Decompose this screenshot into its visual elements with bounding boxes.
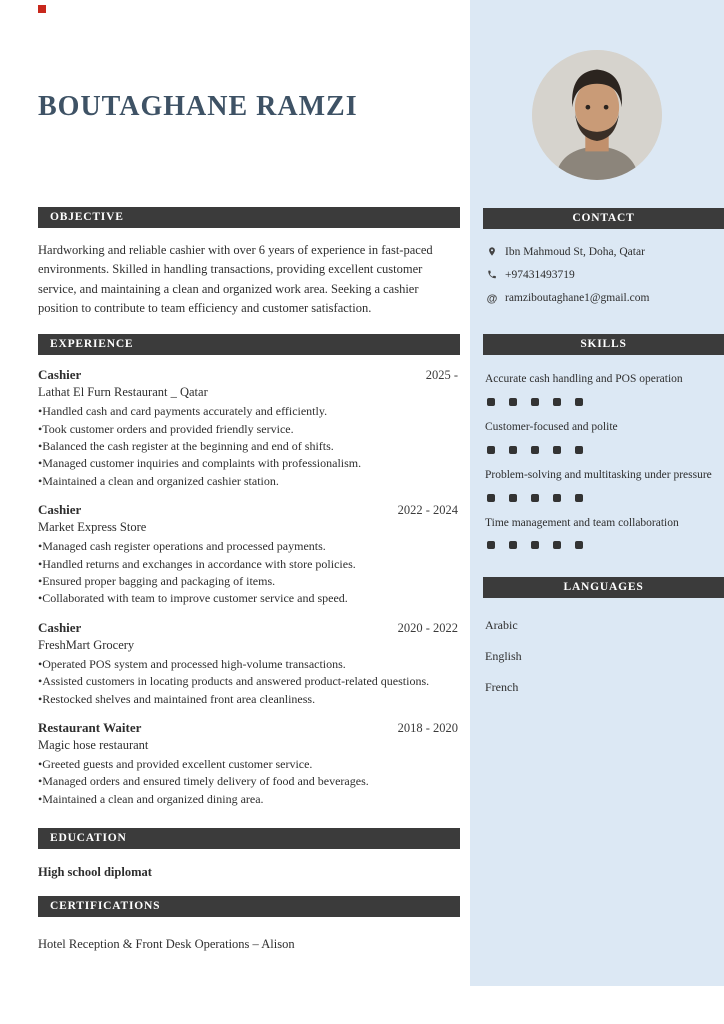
job-bullet: •Handled returns and exchanges in accordance with store policies. (38, 556, 356, 571)
profile-photo (532, 50, 662, 180)
contact-item-phone (485, 268, 714, 283)
job-role: Cashier (38, 502, 82, 518)
skills-section-title: SKILLS (580, 338, 627, 351)
rating-dot (575, 541, 583, 549)
job-bullet: •Ensured proper bagging and packaging of items. (38, 574, 276, 589)
job-header (38, 720, 460, 736)
rating-dot (531, 494, 539, 502)
objective-section-title: OBJECTIVE (50, 210, 124, 223)
rating-dot (509, 494, 517, 502)
job-bullet: •Operated POS system and processed high-volume transactions. (38, 656, 346, 671)
job-entry (38, 367, 460, 490)
skill-rating-dots (487, 494, 712, 502)
skill-rating-dots (487, 398, 712, 406)
certifications-section-title: CERTIFICATIONS (50, 900, 161, 913)
phone-icon (485, 268, 499, 280)
rating-dot (575, 446, 583, 454)
job-bullet: •Maintained a clean and organized cashier station. (38, 473, 279, 488)
rating-dot (487, 541, 495, 549)
contact-email-text: ramziboutaghane1@gmail.com (505, 291, 650, 304)
skill-label: Problem-solving and multitasking under pressure (485, 468, 712, 481)
certifications-section-header (38, 896, 460, 917)
rating-dot (487, 398, 495, 406)
languages-section-title: LANGUAGES (563, 581, 644, 594)
job-bullet: •Took customer orders and provided friendly service. (38, 421, 294, 436)
job-bullet: •Assisted customers in locating products and answered product-related questions. (38, 674, 430, 689)
job-company: Lathat El Furn Restaurant _ Qatar (38, 385, 208, 400)
job-header (38, 367, 460, 383)
job-company: Magic hose restaurant (38, 737, 149, 752)
location-icon (485, 245, 499, 257)
rating-dot (553, 446, 561, 454)
skill-item (485, 467, 712, 502)
job-bullet-list (38, 538, 460, 608)
job-bullet-list (38, 756, 460, 808)
skill-rating-dots (487, 541, 712, 549)
education-item: High school diplomat (38, 865, 152, 880)
skill-item (485, 371, 712, 406)
job-dates: 2020 - 2022 (397, 620, 458, 635)
contact-section-title: CONTACT (572, 212, 635, 224)
contact-section-header (483, 208, 724, 229)
job-bullet-list (38, 403, 460, 490)
objective-text: Hardworking and reliable cashier with over 6 years of experience in fast-paced environments. Skilled in handling transactions, providing excellent customer service, and maintaining a clean and organized work area. Seeking a cashier position to contribute to team efficiency and customer satisfaction. (38, 242, 433, 315)
rating-dot (487, 494, 495, 502)
education-section-header (38, 828, 460, 849)
rating-dot (531, 398, 539, 406)
job-bullet: •Managed cash register operations and processed payments. (38, 539, 326, 554)
job-bullet: •Restocked shelves and maintained front area cleanliness. (38, 691, 316, 706)
education-section-title: EDUCATION (50, 832, 127, 845)
rating-dot (575, 398, 583, 406)
job-entry (38, 620, 460, 708)
skill-item (485, 515, 712, 550)
contact-phone-text: +97431493719 (505, 268, 575, 281)
skill-label: Time management and team collaboration (485, 516, 679, 529)
certification-item: Hotel Reception & Front Desk Operations – Alison (38, 937, 295, 952)
job-bullet-list (38, 656, 460, 708)
rating-dot (487, 446, 495, 454)
skills-list (485, 371, 712, 549)
avatar-illustration (532, 50, 662, 180)
job-dates: 2018 - 2020 (397, 720, 458, 735)
job-company: FreshMart Grocery (38, 637, 135, 652)
rating-dot (531, 446, 539, 454)
job-company: Market Express Store (38, 520, 147, 535)
rating-dot (509, 541, 517, 549)
contact-list (485, 245, 714, 306)
skill-rating-dots (487, 446, 712, 454)
language-item: Arabic (485, 618, 518, 633)
job-bullet: •Balanced the cash register at the beginning and end of shifts. (38, 439, 334, 454)
contact-item-address (485, 245, 714, 260)
rating-dot (553, 541, 561, 549)
skills-section-header (483, 334, 724, 355)
job-entry (38, 720, 460, 808)
skill-label: Accurate cash handling and POS operation (485, 373, 683, 386)
job-role: Cashier (38, 367, 82, 383)
job-dates: 2025 - (425, 368, 458, 383)
rating-dot (575, 494, 583, 502)
language-item: English (485, 649, 522, 664)
job-bullet: •Handled cash and card payments accurately and efficiently. (38, 404, 328, 419)
rating-dot (531, 541, 539, 549)
job-bullet: •Managed orders and ensured timely delivery of food and beverages. (38, 774, 369, 789)
job-bullet: •Maintained a clean and organized dining area. (38, 791, 264, 806)
job-header (38, 502, 460, 518)
language-item: French (485, 680, 519, 695)
job-bullet: •Collaborated with team to improve customer service and speed. (38, 591, 348, 606)
objective-section-header (38, 207, 460, 228)
job-bullet: •Greeted guests and provided excellent customer service. (38, 756, 313, 771)
rating-dot (509, 446, 517, 454)
sidebar (470, 0, 724, 986)
job-dates: 2022 - 2024 (397, 503, 458, 518)
email-icon: @ (486, 292, 498, 305)
job-role: Restaurant Waiter (38, 719, 142, 735)
job-role: Cashier (38, 619, 82, 635)
candidate-name: BOUTAGHANE RAMZI (38, 91, 358, 122)
rating-dot (553, 398, 561, 406)
skill-label: Customer-focused and polite (485, 420, 618, 433)
job-header (38, 620, 460, 636)
languages-section-header (483, 577, 724, 598)
experience-section-header (38, 334, 460, 355)
rating-dot (553, 494, 561, 502)
experience-section-title: EXPERIENCE (50, 338, 134, 351)
rating-dot (509, 398, 517, 406)
contact-item-email (485, 291, 714, 306)
languages-list (485, 618, 712, 695)
skill-item (485, 419, 712, 454)
job-entry (38, 502, 460, 608)
job-bullet: •Managed customer inquiries and complaints with professionalism. (38, 456, 362, 471)
contact-address-text: Ibn Mahmoud St, Doha, Qatar (505, 246, 645, 258)
